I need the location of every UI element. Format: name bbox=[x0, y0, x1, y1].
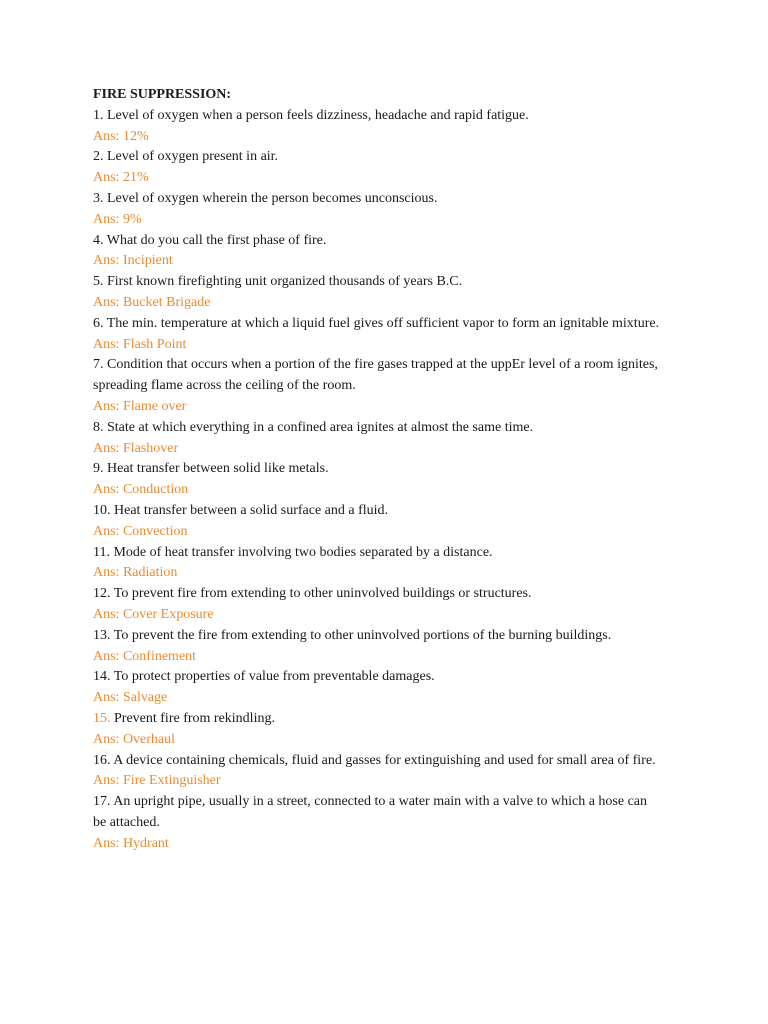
question-text: Heat transfer between a solid surface and a fluid. bbox=[114, 502, 389, 518]
question-number: 17. bbox=[93, 794, 111, 810]
answer-17: Ans: Hydrant bbox=[93, 835, 169, 851]
question-10 bbox=[93, 501, 663, 522]
answer-3: Ans: 9% bbox=[93, 211, 142, 227]
question-7 bbox=[93, 355, 663, 397]
question-text: To prevent fire from extending to other uninvolved buildings or structures. bbox=[113, 586, 532, 602]
answer-7: Ans: Flame over bbox=[93, 398, 187, 414]
question-13 bbox=[93, 626, 663, 647]
document-heading: FIRE SUPPRESSION: bbox=[93, 87, 232, 102]
question-text: First known firefighting unit organized thousands of years B.C. bbox=[107, 274, 463, 290]
question-17 bbox=[93, 792, 663, 834]
question-number: 7. bbox=[93, 357, 104, 373]
question-9 bbox=[93, 459, 663, 480]
question-number: 6. bbox=[93, 315, 104, 331]
answer-5: Ans: Bucket Brigade bbox=[93, 294, 211, 310]
question-text: Level of oxygen when a person feels dizziness, headache and rapid fatigue. bbox=[107, 107, 529, 123]
question-1 bbox=[93, 106, 663, 127]
answer-8: Ans: Flashover bbox=[93, 440, 179, 456]
question-number: 8. bbox=[93, 419, 104, 435]
answer-1: Ans: 12% bbox=[93, 128, 149, 144]
question-number: 5. bbox=[93, 274, 104, 290]
question-12 bbox=[93, 584, 663, 605]
answer-13: Ans: Confinement bbox=[93, 648, 197, 664]
question-number: 14. bbox=[93, 669, 111, 685]
question-14 bbox=[93, 667, 663, 688]
question-number: 12. bbox=[93, 586, 111, 602]
question-text: Mode of heat transfer involving two bodies separated by a distance. bbox=[113, 544, 493, 560]
answer-11: Ans: Radiation bbox=[93, 565, 178, 581]
question-number: 11. bbox=[93, 544, 110, 560]
question-number: 1. bbox=[93, 107, 104, 123]
question-text: Prevent fire from rekindling. bbox=[114, 710, 275, 726]
question-text: Level of oxygen present in air. bbox=[107, 149, 279, 165]
question-number: 13. bbox=[93, 627, 111, 643]
question-text: To protect properties of value from preventable damages. bbox=[113, 669, 435, 685]
answer-4: Ans: Incipient bbox=[93, 253, 173, 269]
question-text: The min. temperature at which a liquid fuel gives off sufficient vapor to form an ignitable mixture. bbox=[106, 315, 660, 331]
answer-15: Ans: Overhaul bbox=[93, 731, 176, 747]
question-16 bbox=[93, 751, 663, 772]
answer-16: Ans: Fire Extinguisher bbox=[93, 773, 221, 789]
question-8 bbox=[93, 418, 663, 439]
answer-6: Ans: Flash Point bbox=[93, 336, 187, 352]
question-text: State at which everything in a confined area ignites at almost the same time. bbox=[107, 419, 534, 435]
answer-12: Ans: Cover Exposure bbox=[93, 606, 214, 622]
question-number: 9. bbox=[93, 461, 104, 477]
question-text: A device containing chemicals, fluid and gasses for extinguishing and used for small area of fire. bbox=[113, 752, 656, 768]
answer-2: Ans: 21% bbox=[93, 170, 149, 186]
question-5 bbox=[93, 272, 663, 293]
question-6 bbox=[93, 314, 663, 335]
answer-9: Ans: Conduction bbox=[93, 482, 189, 498]
question-text: An upright pipe, usually in a street, connected to a water main with a valve to which a hose can be attached. bbox=[93, 794, 648, 830]
question-15 bbox=[93, 709, 663, 730]
question-11 bbox=[93, 543, 663, 564]
document-page bbox=[93, 85, 663, 854]
question-number: 10. bbox=[93, 502, 111, 518]
question-number: 15. bbox=[93, 710, 111, 726]
answer-14: Ans: Salvage bbox=[93, 690, 168, 706]
question-text: To prevent the fire from extending to other uninvolved portions of the burning buildings. bbox=[113, 627, 612, 643]
question-text: Heat transfer between solid like metals. bbox=[107, 461, 329, 477]
question-text: What do you call the first phase of fire. bbox=[106, 232, 327, 248]
question-2 bbox=[93, 147, 663, 168]
answer-10: Ans: Convection bbox=[93, 523, 188, 539]
question-number: 2. bbox=[93, 149, 104, 165]
question-text: Level of oxygen wherein the person becomes unconscious. bbox=[107, 190, 438, 206]
question-number: 3. bbox=[93, 190, 104, 206]
question-text: Condition that occurs when a portion of the fire gases trapped at the uppEr level of a room ignites, spreading flame across the ceiling of the room. bbox=[93, 357, 658, 394]
question-number: 4. bbox=[93, 232, 104, 248]
question-3 bbox=[93, 189, 663, 210]
question-number: 16. bbox=[93, 752, 111, 768]
question-4 bbox=[93, 231, 663, 252]
